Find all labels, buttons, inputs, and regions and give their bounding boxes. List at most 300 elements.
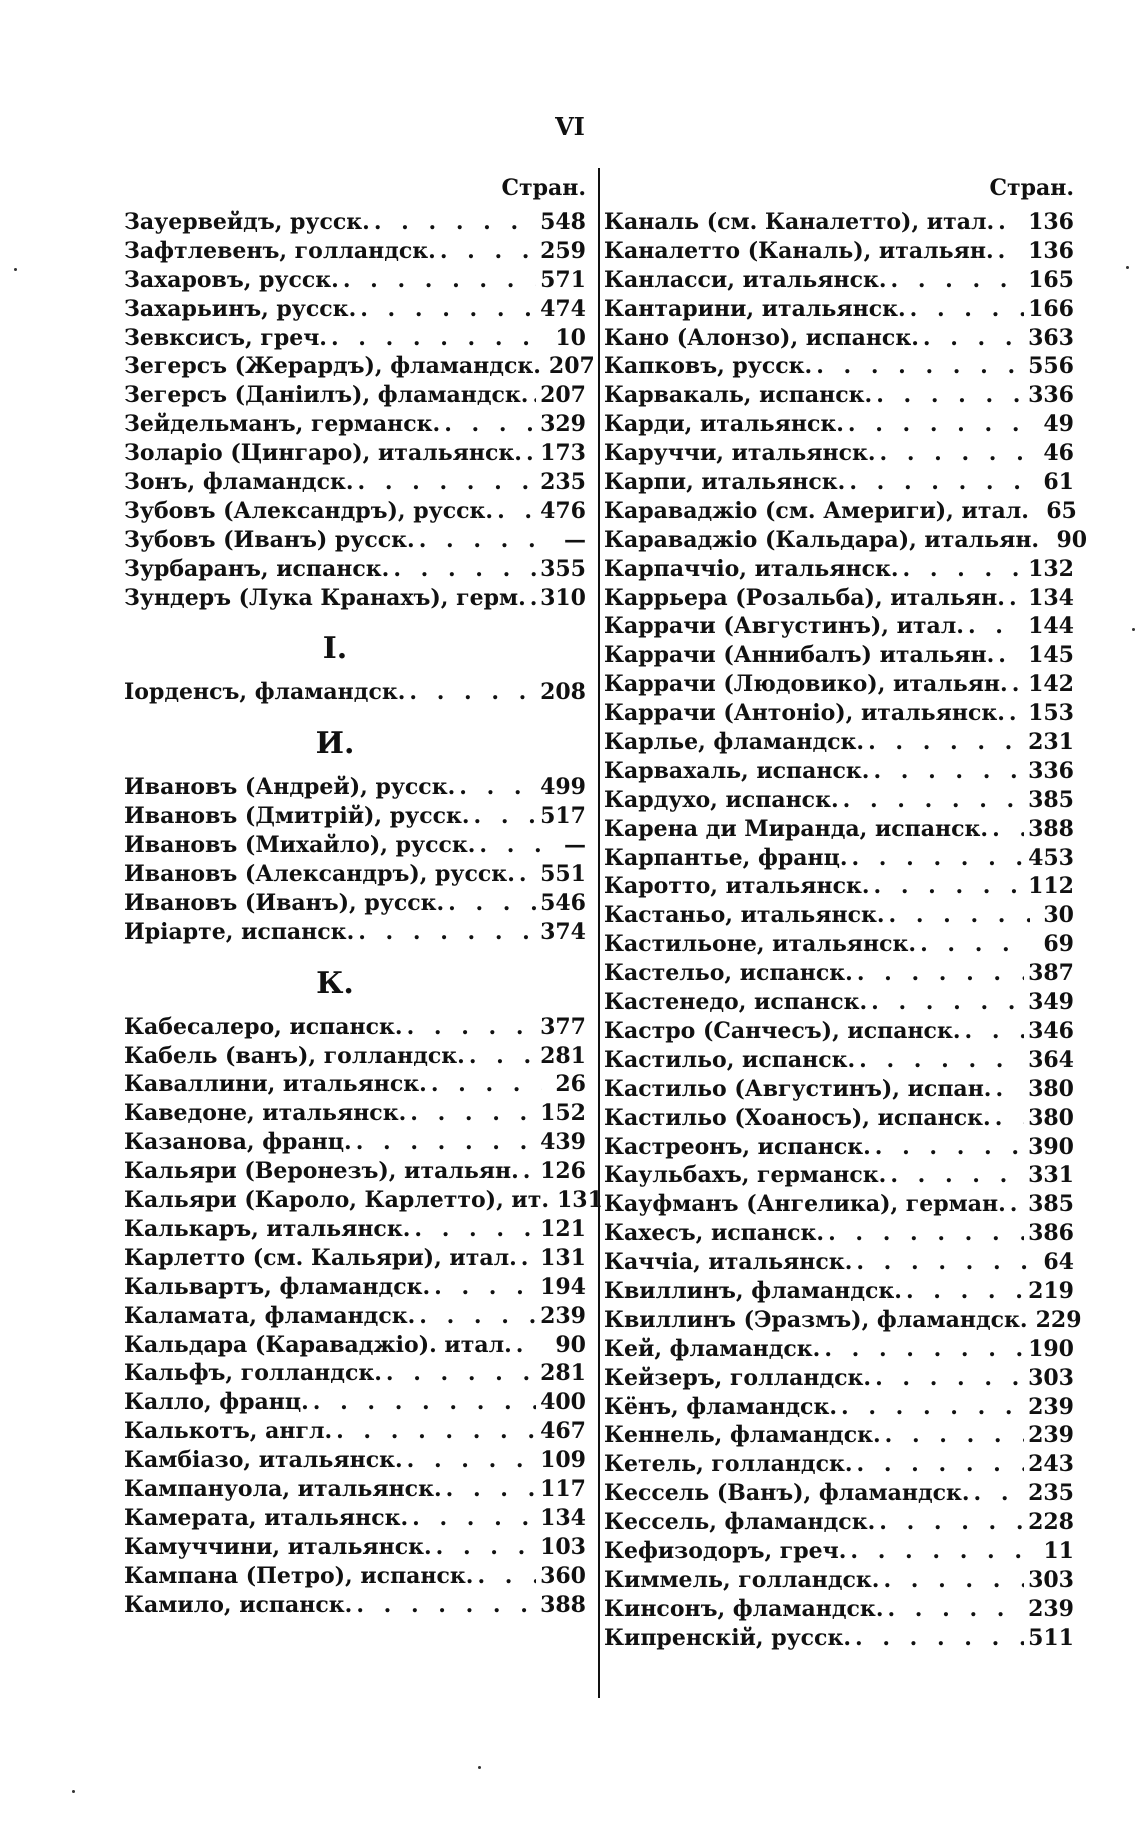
dot-leader bbox=[436, 1533, 536, 1562]
dot-leader bbox=[469, 1042, 536, 1071]
entry-page: 281 bbox=[540, 1360, 586, 1387]
dot-leader bbox=[851, 844, 1024, 873]
entry-page: 400 bbox=[540, 1389, 586, 1416]
page-number: VI bbox=[555, 112, 585, 141]
entry-page: 10 bbox=[555, 324, 586, 351]
dot-leader bbox=[890, 1161, 1024, 1190]
entry-page: 336 bbox=[1028, 382, 1074, 409]
index-entry bbox=[124, 1331, 586, 1360]
dot-leader bbox=[358, 468, 537, 497]
entry-page: — bbox=[564, 832, 586, 859]
entry-page: 207 bbox=[548, 353, 595, 380]
entry-name: Золаріо (Цингаро), итальянск. bbox=[124, 440, 522, 467]
entry-name: Кастенедо, испанск. bbox=[604, 989, 868, 1016]
entry-name: Зафтлевенъ, голландск. bbox=[124, 237, 436, 264]
index-entry bbox=[124, 584, 586, 613]
index-entry bbox=[124, 439, 586, 468]
dot-leader bbox=[313, 1388, 536, 1417]
dot-leader bbox=[386, 1359, 536, 1388]
dot-leader bbox=[407, 1446, 536, 1475]
index-entry bbox=[604, 901, 1074, 930]
index-entry bbox=[604, 988, 1074, 1017]
index-entry bbox=[604, 1277, 1074, 1306]
index-entry bbox=[604, 670, 1074, 699]
index-entry bbox=[124, 1244, 586, 1273]
entry-page: 103 bbox=[540, 1533, 586, 1560]
entry-name: Каваллини, итальянск. bbox=[124, 1071, 427, 1098]
dot-leader bbox=[995, 1104, 1024, 1133]
entry-page: 374 bbox=[540, 918, 586, 945]
index-entry bbox=[124, 1302, 586, 1331]
entry-name: Кессель, фламандск. bbox=[604, 1509, 876, 1536]
section-letter-heading: I. bbox=[322, 631, 348, 667]
entry-page: 331 bbox=[1028, 1162, 1074, 1189]
index-entry bbox=[604, 1306, 1082, 1335]
dot-leader bbox=[875, 1133, 1024, 1162]
entry-page: 153 bbox=[1028, 700, 1074, 727]
dot-leader bbox=[1012, 670, 1024, 699]
entry-name: Карпи, итальянск. bbox=[604, 469, 846, 496]
entry-name: Кальяри (Веронезъ), итальян. bbox=[124, 1158, 519, 1185]
index-entry bbox=[124, 352, 595, 381]
entry-name: Кей, фламандск. bbox=[604, 1335, 821, 1362]
entry-page: 387 bbox=[1028, 960, 1074, 987]
dot-leader bbox=[519, 860, 536, 889]
entry-page: 360 bbox=[540, 1562, 586, 1589]
dot-leader bbox=[444, 410, 536, 439]
entry-name: Зонъ, фламандск. bbox=[124, 469, 354, 496]
dot-leader bbox=[516, 1331, 542, 1360]
index-entry bbox=[604, 324, 1074, 353]
entry-name: Каналь (см. Каналетто), итал. bbox=[604, 209, 995, 235]
index-entry bbox=[124, 831, 586, 860]
entry-name: Зевксисъ, греч. bbox=[124, 324, 327, 351]
entry-name: Кампануола, итальянск. bbox=[124, 1475, 442, 1502]
dot-leader bbox=[530, 584, 536, 613]
left-index-list bbox=[124, 208, 603, 1619]
entry-page: 49 bbox=[1043, 411, 1074, 438]
dot-leader bbox=[824, 1335, 1024, 1364]
index-entry bbox=[124, 1446, 586, 1475]
index-entry bbox=[124, 1157, 586, 1186]
page-column-header: Стран. bbox=[989, 175, 1074, 201]
dot-leader bbox=[910, 295, 1024, 324]
index-entry bbox=[604, 1161, 1074, 1190]
index-entry bbox=[124, 1562, 586, 1591]
entry-page: 239 bbox=[1028, 1393, 1074, 1420]
entry-page: 556 bbox=[1028, 353, 1074, 380]
entry-name: Ивановъ (Андрей), русск. bbox=[124, 774, 456, 801]
dot-leader bbox=[843, 786, 1024, 815]
dot-leader bbox=[887, 1595, 1024, 1624]
entry-page: 194 bbox=[540, 1273, 586, 1300]
print-speck bbox=[14, 268, 17, 271]
column-divider bbox=[598, 168, 600, 1698]
index-entry bbox=[604, 641, 1074, 670]
index-entry bbox=[604, 1479, 1074, 1508]
entry-name: Кастильоне, итальянск. bbox=[604, 931, 917, 958]
dot-leader bbox=[419, 526, 542, 555]
entry-page: 144 bbox=[1028, 613, 1074, 640]
right-index-list bbox=[604, 208, 1088, 1653]
entry-page: 134 bbox=[540, 1504, 586, 1531]
index-entry bbox=[604, 1566, 1074, 1595]
dot-leader bbox=[850, 1537, 1030, 1566]
entry-name: Карлье, фламандск. bbox=[604, 729, 865, 756]
entry-name: Зауервейдъ, русск. bbox=[124, 209, 370, 235]
dot-leader bbox=[343, 266, 536, 295]
entry-name: Іорденсъ, фламандск. bbox=[124, 679, 406, 706]
entry-name: Захаровъ, русск. bbox=[124, 266, 339, 293]
index-entry bbox=[604, 786, 1074, 815]
dot-leader bbox=[431, 1070, 542, 1099]
dot-leader bbox=[857, 959, 1024, 988]
index-entry bbox=[124, 1591, 586, 1620]
index-entry bbox=[124, 237, 586, 266]
index-entry bbox=[604, 1624, 1074, 1653]
dot-leader bbox=[434, 1273, 536, 1302]
dot-leader bbox=[440, 237, 536, 266]
entry-page: 239 bbox=[1028, 1422, 1074, 1449]
index-entry bbox=[124, 1475, 586, 1504]
dot-leader bbox=[410, 1099, 536, 1128]
entry-name: Камило, испанск. bbox=[124, 1591, 353, 1618]
dot-leader bbox=[816, 352, 1024, 381]
entry-page: 310 bbox=[540, 584, 586, 611]
dot-leader bbox=[995, 1075, 1024, 1104]
print-speck bbox=[478, 1766, 481, 1769]
index-entry bbox=[604, 1017, 1074, 1046]
entry-name: Каччіа, итальянск. bbox=[604, 1249, 853, 1276]
index-entry bbox=[604, 1133, 1074, 1162]
index-entry bbox=[124, 1186, 603, 1215]
left-column bbox=[124, 168, 603, 1619]
dot-leader bbox=[828, 1219, 1024, 1248]
section-letter-heading: И. bbox=[315, 726, 355, 762]
entry-name: Каррачи (Августинъ), итал. bbox=[604, 613, 964, 640]
dot-leader bbox=[998, 237, 1024, 266]
entry-name: Кальвартъ, фламандск. bbox=[124, 1273, 431, 1300]
entry-page: 380 bbox=[1028, 1075, 1074, 1102]
entry-name: Зегерсъ (Жерардъ), фламандск. bbox=[124, 353, 541, 380]
entry-name: Кастильо (Хоаносъ), испанск. bbox=[604, 1104, 991, 1131]
dot-leader bbox=[891, 266, 1025, 295]
entry-page: 439 bbox=[540, 1129, 586, 1156]
entry-name: Квиллинъ, фламандск. bbox=[604, 1277, 902, 1304]
index-entry bbox=[604, 1335, 1074, 1364]
index-entry bbox=[604, 959, 1074, 988]
dot-leader bbox=[849, 468, 1030, 497]
entry-name: Кинсонъ, фламандск. bbox=[604, 1595, 884, 1622]
entry-page: 126 bbox=[540, 1158, 586, 1185]
dot-leader bbox=[876, 381, 1024, 410]
entry-name: Караваджіо (Кальдара), итальян. bbox=[604, 526, 1040, 553]
entry-name: Калькотъ, англ. bbox=[124, 1418, 333, 1445]
right-column bbox=[604, 168, 1088, 1653]
index-entry bbox=[604, 208, 1074, 237]
index-entry bbox=[124, 1273, 586, 1302]
dot-leader bbox=[360, 295, 536, 324]
entry-name: Кастильо (Августинъ), испан. bbox=[604, 1075, 992, 1102]
dot-leader bbox=[875, 1364, 1024, 1393]
entry-page: — bbox=[564, 526, 586, 553]
entry-page: 363 bbox=[1028, 324, 1074, 351]
entry-page: 145 bbox=[1028, 642, 1074, 669]
index-entry bbox=[124, 1504, 586, 1533]
dot-leader bbox=[1010, 1190, 1024, 1219]
dot-leader bbox=[356, 1591, 536, 1620]
index-entry bbox=[604, 1364, 1074, 1393]
entry-page: 467 bbox=[540, 1418, 586, 1445]
entry-name: Квиллинъ (Эразмъ), фламандск. bbox=[604, 1306, 1028, 1333]
entry-name: Ивановъ (Александръ), русск. bbox=[124, 861, 515, 888]
dot-leader bbox=[459, 773, 536, 802]
section-letter-heading: К. bbox=[316, 965, 354, 1001]
entry-name: Захарьинъ, русск. bbox=[124, 295, 357, 322]
entry-name: Кампана (Петро), испанск. bbox=[124, 1562, 474, 1589]
entry-name: Карпаччіо, итальянск. bbox=[604, 555, 899, 582]
index-entry bbox=[604, 1450, 1074, 1479]
entry-page: 388 bbox=[540, 1591, 586, 1618]
index-entry bbox=[124, 208, 586, 237]
entry-page: 281 bbox=[540, 1042, 586, 1069]
entry-page: 121 bbox=[540, 1215, 586, 1242]
entry-name: Иріарте, испанск. bbox=[124, 918, 355, 945]
index-entry bbox=[604, 266, 1074, 295]
entry-name: Каррачи (Аннибалъ) итальян. bbox=[604, 642, 995, 669]
entry-page: 229 bbox=[1035, 1306, 1082, 1333]
index-entry bbox=[604, 1219, 1074, 1248]
index-entry bbox=[604, 1508, 1074, 1537]
entry-page: 26 bbox=[555, 1071, 586, 1098]
entry-page: 231 bbox=[1028, 729, 1074, 756]
dot-leader bbox=[885, 1421, 1024, 1450]
entry-page: 476 bbox=[540, 497, 586, 524]
entry-page: 64 bbox=[1043, 1249, 1074, 1276]
entry-name: Кауфманъ (Ангелика), герман. bbox=[604, 1191, 1006, 1218]
entry-page: 336 bbox=[1028, 757, 1074, 784]
index-entry bbox=[604, 352, 1074, 381]
dot-leader bbox=[841, 1393, 1024, 1422]
entry-page: 380 bbox=[1028, 1104, 1074, 1131]
entry-page: 235 bbox=[1028, 1480, 1074, 1507]
print-speck bbox=[1126, 266, 1129, 269]
index-entry bbox=[604, 1537, 1074, 1566]
entry-page: 173 bbox=[540, 440, 586, 467]
dot-leader bbox=[883, 1566, 1024, 1595]
entry-name: Кальдара (Караваджіо). итал. bbox=[124, 1331, 512, 1358]
entry-page: 385 bbox=[1028, 786, 1074, 813]
index-entry bbox=[604, 1248, 1074, 1277]
entry-page: 388 bbox=[1028, 815, 1074, 842]
entry-page: 166 bbox=[1028, 295, 1074, 322]
index-entry bbox=[124, 381, 586, 410]
dot-leader bbox=[1009, 584, 1024, 613]
entry-page: 61 bbox=[1043, 469, 1074, 496]
entry-name: Капковъ, русск. bbox=[604, 353, 813, 380]
entry-name: Каруччи, итальянск. bbox=[604, 440, 876, 467]
entry-name: Зегерсъ (Даніилъ), фламандск. bbox=[124, 382, 529, 409]
index-entry bbox=[124, 918, 586, 947]
entry-page: 548 bbox=[540, 209, 586, 235]
print-speck bbox=[72, 1790, 75, 1793]
index-entry bbox=[124, 295, 586, 324]
entry-page: 208 bbox=[540, 679, 586, 706]
entry-page: 132 bbox=[1028, 555, 1074, 582]
entry-page: 65 bbox=[1046, 497, 1077, 524]
dot-leader bbox=[880, 439, 1030, 468]
index-entry bbox=[124, 468, 586, 497]
entry-name: Карди, итальянск. bbox=[604, 411, 844, 438]
dot-leader bbox=[407, 1013, 536, 1042]
index-entry bbox=[124, 324, 586, 353]
entry-name: Камерата, итальянск. bbox=[124, 1504, 409, 1531]
index-entry bbox=[604, 844, 1074, 873]
entry-name: Канласси, итальянск. bbox=[604, 266, 887, 293]
entry-page: 243 bbox=[1028, 1451, 1074, 1478]
entry-name: Кальяри (Кароло, Карлетто), ит. bbox=[124, 1187, 549, 1214]
dot-leader bbox=[889, 901, 1030, 930]
dot-leader bbox=[523, 1157, 536, 1186]
dot-leader bbox=[859, 1046, 1024, 1075]
index-entry bbox=[604, 872, 1074, 901]
dot-leader bbox=[923, 324, 1024, 353]
entry-name: Кастильо, испанск. bbox=[604, 1046, 856, 1073]
dot-leader bbox=[336, 1417, 536, 1446]
index-entry bbox=[604, 1421, 1074, 1450]
index-entry bbox=[124, 1099, 586, 1128]
dot-leader bbox=[855, 1624, 1024, 1653]
index-entry bbox=[124, 1533, 586, 1562]
entry-page: 386 bbox=[1028, 1220, 1074, 1247]
entry-name: Кетель, голландск. bbox=[604, 1451, 853, 1478]
dot-leader bbox=[868, 728, 1024, 757]
dot-leader bbox=[479, 831, 542, 860]
entry-page: 228 bbox=[1028, 1509, 1074, 1536]
index-entry bbox=[604, 584, 1074, 613]
dot-leader bbox=[992, 815, 1024, 844]
entry-page: 90 bbox=[1056, 526, 1088, 553]
dot-leader bbox=[419, 1302, 536, 1331]
entry-name: Каведоне, итальянск. bbox=[124, 1100, 407, 1127]
entry-page: 90 bbox=[555, 1331, 586, 1358]
entry-name: Калло, франц. bbox=[124, 1389, 309, 1416]
entry-page: 499 bbox=[540, 774, 586, 801]
index-entry bbox=[124, 860, 586, 889]
entry-page: 385 bbox=[1028, 1191, 1074, 1218]
index-entry bbox=[124, 1013, 586, 1042]
entry-name: Караваджіо (см. Америги), итал. bbox=[604, 497, 1029, 524]
dot-leader bbox=[1009, 699, 1024, 728]
entry-page: 546 bbox=[540, 889, 586, 916]
entry-name: Карпантье, франц. bbox=[604, 844, 848, 871]
entry-page: 364 bbox=[1028, 1046, 1074, 1073]
entry-page: 30 bbox=[1043, 902, 1074, 929]
entry-page: 142 bbox=[1028, 671, 1074, 698]
dot-leader bbox=[848, 410, 1030, 439]
page-column-header: Стран. bbox=[501, 175, 586, 201]
index-entry bbox=[604, 237, 1074, 266]
entry-name: Каульбахъ, германск. bbox=[604, 1162, 887, 1189]
entry-page: 517 bbox=[540, 803, 586, 830]
entry-page: 349 bbox=[1028, 989, 1074, 1016]
dot-leader bbox=[474, 802, 537, 831]
dot-leader bbox=[871, 988, 1024, 1017]
entry-page: 109 bbox=[540, 1447, 586, 1474]
entry-name: Зейдельманъ, германск. bbox=[124, 411, 441, 438]
entry-name: Кипренскій, русск. bbox=[604, 1624, 851, 1651]
entry-name: Ивановъ (Михайло), русск. bbox=[124, 832, 476, 859]
entry-page: 134 bbox=[1028, 584, 1074, 611]
entry-page: 69 bbox=[1043, 931, 1074, 958]
index-entry bbox=[124, 526, 586, 555]
entry-page: 11 bbox=[1043, 1537, 1074, 1564]
index-entry bbox=[604, 612, 1074, 641]
entry-name: Кастро (Санчесъ), испанск. bbox=[604, 1017, 961, 1044]
index-entry bbox=[124, 1417, 586, 1446]
entry-page: 136 bbox=[1028, 209, 1074, 235]
entry-page: 112 bbox=[1028, 873, 1074, 900]
index-entry bbox=[124, 266, 586, 295]
dot-leader bbox=[906, 1277, 1024, 1306]
index-entry bbox=[604, 815, 1074, 844]
dot-leader bbox=[903, 555, 1025, 584]
entry-page: 165 bbox=[1028, 266, 1074, 293]
entry-name: Кардухо, испанск. bbox=[604, 786, 839, 813]
entry-name: Камбіазо, итальянск. bbox=[124, 1447, 403, 1474]
entry-page: 117 bbox=[540, 1475, 586, 1502]
index-entry bbox=[604, 1190, 1074, 1219]
index-entry bbox=[124, 410, 586, 439]
dot-leader bbox=[857, 1450, 1025, 1479]
entry-name: Каналетто (Каналь), итальян. bbox=[604, 237, 994, 264]
entry-name: Кёнъ, фламандск. bbox=[604, 1393, 837, 1420]
index-entry bbox=[604, 1046, 1074, 1075]
index-entry bbox=[604, 699, 1074, 728]
index-entry bbox=[604, 497, 1077, 526]
entry-page: 219 bbox=[1028, 1277, 1074, 1304]
index-entry bbox=[124, 773, 586, 802]
index-entry bbox=[604, 410, 1074, 439]
entry-page: 239 bbox=[540, 1302, 586, 1329]
dot-leader bbox=[521, 1244, 536, 1273]
entry-name: Казанова, франц. bbox=[124, 1129, 352, 1156]
entry-page: 474 bbox=[540, 295, 586, 322]
entry-name: Киммель, голландск. bbox=[604, 1566, 880, 1593]
entry-page: 511 bbox=[1028, 1624, 1074, 1651]
dot-leader bbox=[497, 497, 536, 526]
entry-name: Ивановъ (Дмитрій), русск. bbox=[124, 803, 470, 830]
entry-name: Зубовъ (Иванъ) русск. bbox=[124, 526, 415, 553]
dot-leader bbox=[526, 439, 536, 468]
index-entry bbox=[604, 1595, 1074, 1624]
index-entry bbox=[124, 1215, 586, 1244]
index-entry bbox=[124, 1128, 586, 1157]
entry-page: 190 bbox=[1028, 1335, 1074, 1362]
index-entry bbox=[604, 381, 1074, 410]
index-entry bbox=[124, 1070, 586, 1099]
index-entry bbox=[604, 728, 1074, 757]
index-entry bbox=[604, 526, 1088, 555]
index-entry bbox=[604, 1104, 1074, 1133]
index-entry bbox=[604, 439, 1074, 468]
entry-page: 329 bbox=[540, 411, 586, 438]
entry-page: 377 bbox=[540, 1013, 586, 1040]
entry-name: Каррачи (Людовико), итальян. bbox=[604, 671, 1008, 698]
entry-name: Зундеръ (Лука Кранахъ), герм. bbox=[124, 584, 526, 611]
entry-name: Ивановъ (Иванъ), русск. bbox=[124, 889, 445, 916]
entry-page: 131 bbox=[540, 1244, 586, 1271]
